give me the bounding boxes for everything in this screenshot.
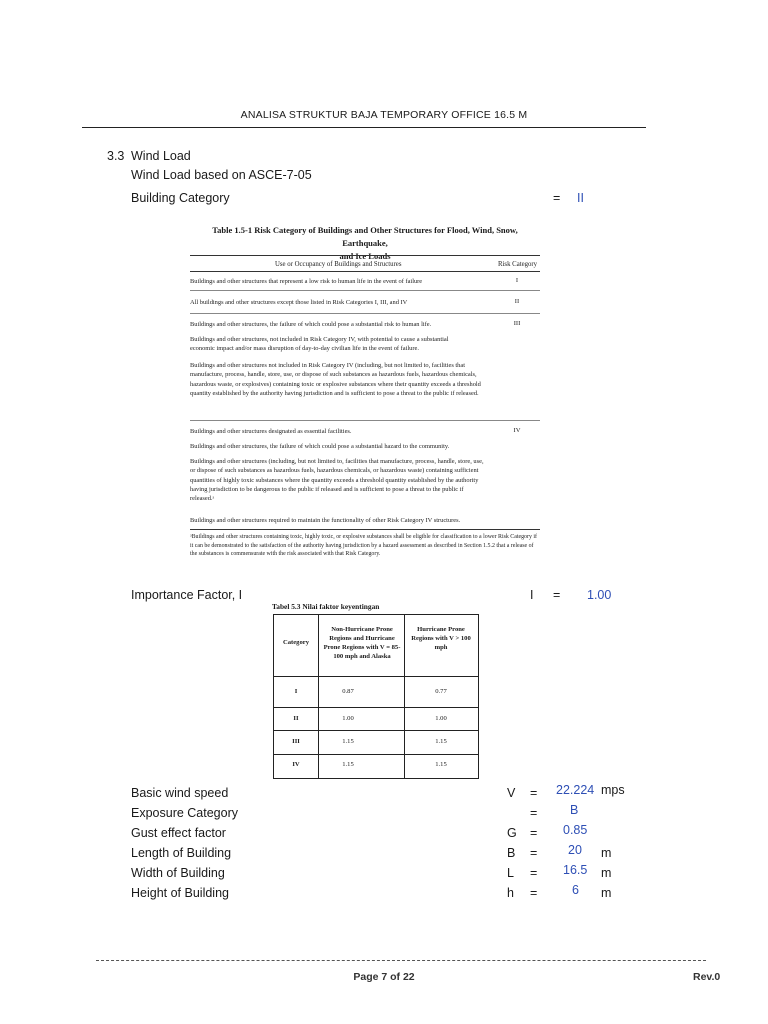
param-symbol: B xyxy=(507,846,516,860)
param-label: Length of Building xyxy=(131,846,232,860)
risk-table-col-cat: Risk Category xyxy=(498,261,538,268)
factor-table-cell: 0.87 xyxy=(342,688,354,695)
factor-table-hline xyxy=(274,754,478,755)
param-eq: = xyxy=(530,806,538,820)
revision-label: Rev.0 xyxy=(693,971,721,983)
risk-table-rule-top xyxy=(190,255,540,256)
param-label: Basic wind speed xyxy=(131,786,229,800)
param-label: Gust effect factor xyxy=(131,826,226,840)
risk-row-divider xyxy=(190,420,540,421)
factor-table-cell: 1.15 xyxy=(342,761,354,768)
risk-row-text: Buildings and other structures (including, but not limited to, facilities that manufacture, process, handle, store, use, or dispose of such substances as hazardous fuels, hazardous chemicals, or hazardous waste) containing sufficient quantities of highly toxic substances where the quantity exceeds a threshold quantity established by the authority having jurisdiction to be dangerous to the public if released and is sufficient to pose a threat to the public if released.ᵃ xyxy=(190,458,484,503)
importance-factor-eq: = xyxy=(553,588,561,602)
factor-table-header: Non-Hurricane Prone Regions and Hurricane Prone Regions with V = 85-100 mph and Alaska xyxy=(323,626,401,660)
risk-row-divider xyxy=(190,290,540,291)
factor-table-cell: 1.00 xyxy=(435,715,447,722)
factor-table-cell: 0.77 xyxy=(435,688,447,695)
param-unit: mps xyxy=(601,783,625,797)
risk-row-cat: IV xyxy=(513,427,521,434)
factor-table-hline xyxy=(274,730,478,731)
param-label: Height of Building xyxy=(131,886,229,900)
header-rule xyxy=(82,127,646,128)
param-symbol: V xyxy=(507,786,516,800)
factor-table-cell: III xyxy=(292,738,300,745)
risk-row-text: Buildings and other structures required to maintain the functionality of other Risk Category IV structures. xyxy=(190,517,461,524)
risk-table-title xyxy=(190,224,540,263)
factor-table-cell: 1.00 xyxy=(342,715,354,722)
param-symbol: L xyxy=(507,866,514,880)
building-category-eq: = xyxy=(553,191,561,205)
factor-table-header: Hurricane Prone Regions with V > 100 mph xyxy=(411,626,471,651)
param-unit: m xyxy=(601,866,612,880)
param-eq: = xyxy=(530,826,538,840)
risk-row-cat: III xyxy=(513,320,521,327)
param-eq: = xyxy=(530,846,538,860)
importance-factor-symbol: I xyxy=(530,588,534,602)
section-subtitle: Wind Load based on ASCE-7-05 xyxy=(131,168,312,182)
param-value: 20 xyxy=(568,843,582,857)
risk-row-divider xyxy=(190,313,540,314)
param-eq: = xyxy=(530,886,538,900)
factor-table-caption: Tabel 5.3 Nilai faktor keyentingan xyxy=(272,602,380,611)
risk-row-text: Buildings and other structures, the failure of which could pose a substantial risk to human life. xyxy=(190,321,432,328)
factor-table-hline xyxy=(274,676,478,677)
risk-row-text: All buildings and other structures except those listed in Risk Categories I, III, and IV xyxy=(190,299,408,306)
risk-table-rule-head xyxy=(190,271,540,272)
param-eq: = xyxy=(530,786,538,800)
param-symbol: G xyxy=(507,826,517,840)
risk-row-text: Buildings and other structures, the failure of which could pose a substantial hazard to the community. xyxy=(190,443,450,450)
page-header-title: ANALISA STRUKTUR BAJA TEMPORARY OFFICE 16.5 M xyxy=(240,109,528,121)
param-value: 6 xyxy=(572,883,579,897)
section-title: Wind Load xyxy=(131,149,191,163)
param-label: Exposure Category xyxy=(131,806,239,820)
param-unit: m xyxy=(601,846,612,860)
risk-table-title-line2: and Ice Loads xyxy=(339,251,391,261)
param-value: 0.85 xyxy=(563,823,588,837)
building-category-value: II xyxy=(577,191,584,205)
param-label: Width of Building xyxy=(131,866,225,880)
factor-table-cell: II xyxy=(293,715,299,722)
factor-table-hline xyxy=(274,707,478,708)
factor-table-cell: IV xyxy=(292,761,300,768)
factor-table-cell: 1.15 xyxy=(435,761,447,768)
risk-row-text: Buildings and other structures not included in Risk Category IV (including, but not limited to, facilities that manufacture, process, handle, store, use, or dispose of such substances as hazardous fuels, hazardous chemicals, hazardous waste, or explosives) containing toxic or explosive substances where their quantity exceeds a threshold quantity established by the authority having jurisdiction and is sufficient to pose a threat to the public if released. xyxy=(190,362,481,397)
param-value: 16.5 xyxy=(563,863,588,877)
section-number: 3.3 xyxy=(107,149,125,163)
param-symbol: h xyxy=(507,886,514,900)
factor-table-cell: 1.15 xyxy=(435,738,447,745)
risk-row-text: Buildings and other structures that represent a low risk to human life in the event of failure xyxy=(190,278,423,285)
risk-table-rule-bottom xyxy=(190,529,540,530)
risk-row-text: Buildings and other structures designated as essential facilities. xyxy=(190,428,352,435)
footer-rule xyxy=(96,960,706,961)
importance-factor-label: Importance Factor, I xyxy=(131,588,243,602)
factor-table-cell: 1.15 xyxy=(342,738,354,745)
param-unit: m xyxy=(601,886,612,900)
risk-row-cat: II xyxy=(514,298,520,305)
factor-table-cell: I xyxy=(294,688,298,695)
param-value: B xyxy=(570,803,579,817)
risk-table-col-use: Use or Occupancy of Buildings and Structures xyxy=(275,261,402,268)
page-number: Page 7 of 22 xyxy=(353,971,415,983)
importance-factor-value: 1.00 xyxy=(587,588,612,602)
param-value: 22.224 xyxy=(556,783,595,797)
risk-row-cat: I xyxy=(515,277,519,284)
param-eq: = xyxy=(530,866,538,880)
risk-row-text: Buildings and other structures, not included in Risk Category IV, with potential to cause a substantial economic impact and/or mass disruption of day-to-day civilian life in the event of failure. xyxy=(190,336,449,353)
factor-table-header: Category xyxy=(283,639,309,646)
importance-factor-table xyxy=(273,614,479,779)
building-category-label: Building Category xyxy=(131,191,230,205)
risk-table-footnote: ᵃBuildings and other structures containing toxic, highly toxic, or explosive substances shall be eligible for classification to a lower Risk Category if it can be demonstrated to the satisfaction of the authority having jurisdiction by a hazard assessment as described in Section 1.5.2 that a release of the substances is commensurate with the risk associated with that Risk Category. xyxy=(190,534,537,558)
risk-table-title-line1: Table 1.5-1 Risk Category of Buildings and Other Structures for Flood, Wind, Snow, Earthquake, xyxy=(212,225,518,248)
